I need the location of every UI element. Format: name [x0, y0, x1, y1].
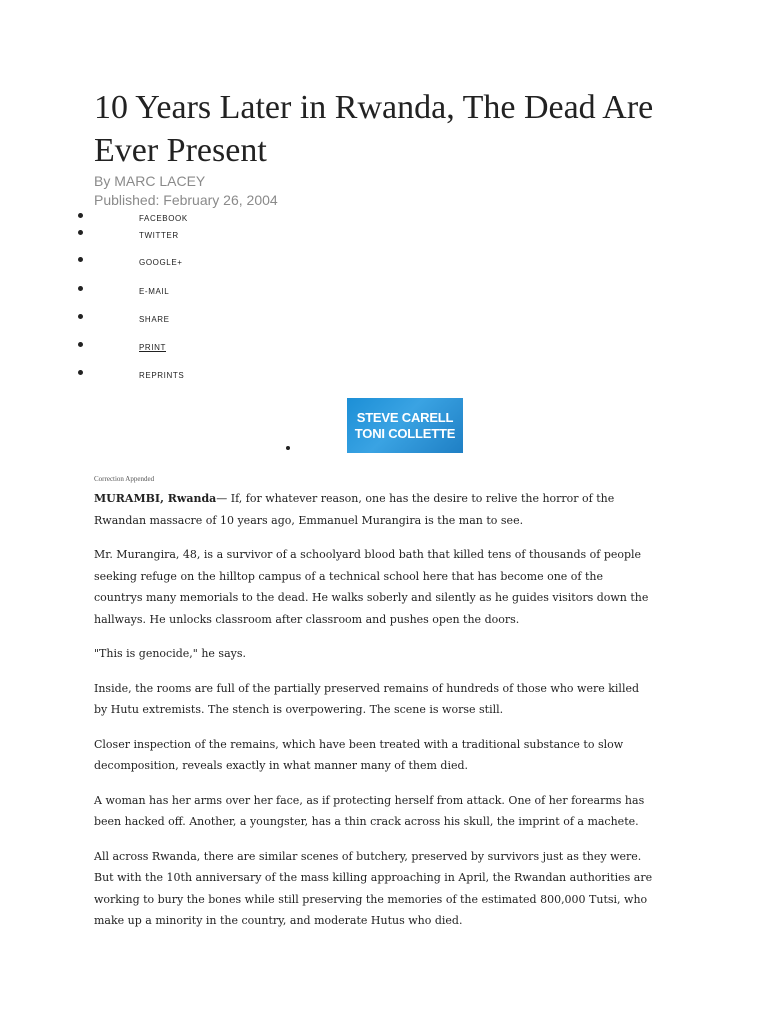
share-google-plus[interactable] — [78, 254, 278, 283]
ad-line-2: TONI COLLETTE — [354, 425, 456, 441]
share-reprints[interactable] — [78, 367, 278, 394]
article-body — [94, 488, 654, 945]
byline-block — [94, 172, 278, 210]
share-twitter[interactable] — [78, 227, 278, 254]
article-paragraph: Mr. Murangira, 48, is a survivor of a schoolyard blood bath that killed tens of thousands of people seeking refuge on the hilltop campus of a technical school here that has become one of the countrys many memorials to the dead. He walks soberly and silently as he guides visitors down the hallways. He unlocks classroom after classroom and pushes open the doors. — [94, 548, 649, 626]
paragraph-text: If, for whatever reason, one has the desire to relive the horror of the Rwandan massacre of 10 years ago, Emmanuel Murangira is the man to see. — [94, 492, 615, 527]
ad-line-1: STEVE CARELL — [356, 409, 454, 425]
bullet-icon — [78, 314, 83, 319]
share-print[interactable] — [78, 339, 278, 367]
share-share-label[interactable]: SHARE — [139, 315, 170, 324]
share-facebook-label[interactable]: FACEBOOK — [139, 214, 188, 223]
article-paragraph: Inside, the rooms are full of the partially preserved remains of hundreds of those who were killed by Hutu extremists. The stench is overpowering. The scene is worse still. — [94, 681, 640, 716]
bullet-icon — [78, 342, 83, 347]
bullet-icon — [78, 257, 83, 262]
share-email-label[interactable]: E-MAIL — [139, 287, 170, 296]
publish-date: Published: February 26, 2004 — [94, 192, 278, 208]
article-paragraph: All across Rwanda, there are similar scenes of butchery, preserved by survivors just as they were. But with the 10th anniversary of the mass killing approaching in April, the Rwandan authorities are working to bury the bones while still preserving the memories of the estimated 800,000 Tutsi, who make up a minority in the country, and moderate Hutus who died. — [94, 849, 653, 927]
dateline-dash: — — [216, 492, 231, 505]
share-facebook[interactable] — [78, 210, 278, 227]
dateline: MURAMBI, Rwanda — [94, 492, 217, 505]
share-share[interactable] — [78, 311, 278, 339]
bullet-icon — [78, 286, 83, 291]
author-byline: By MARC LACEY — [94, 173, 206, 189]
article-paragraph — [94, 488, 654, 531]
share-email[interactable] — [78, 283, 278, 311]
share-reprints-label[interactable]: REPRINTS — [139, 371, 185, 380]
share-twitter-label[interactable]: TWITTER — [139, 231, 179, 240]
share-google-plus-label[interactable]: GOOGLE+ — [139, 258, 183, 267]
advertisement-banner[interactable] — [347, 398, 463, 453]
bullet-icon — [78, 213, 83, 218]
bullet-icon — [78, 370, 83, 375]
article-paragraph: "This is genocide," he says. — [94, 647, 246, 660]
share-tools — [78, 210, 278, 394]
bullet-icon — [286, 446, 290, 450]
correction-notice[interactable]: Correction Appended — [94, 475, 155, 483]
article-headline: 10 Years Later in Rwanda, The Dead Are Ever Present — [94, 89, 654, 169]
article-paragraph: A woman has her arms over her face, as if protecting herself from attack. One of her forearms has been hacked off. Another, a youngster, has a thin crack across his skull, the imprint of a machete. — [94, 793, 645, 828]
share-print-label[interactable]: PRINT — [139, 343, 166, 352]
article-paragraph: Closer inspection of the remains, which have been treated with a traditional substance to slow decomposition, reveals exactly in what manner many of them died. — [94, 737, 624, 772]
bullet-icon — [78, 230, 83, 235]
